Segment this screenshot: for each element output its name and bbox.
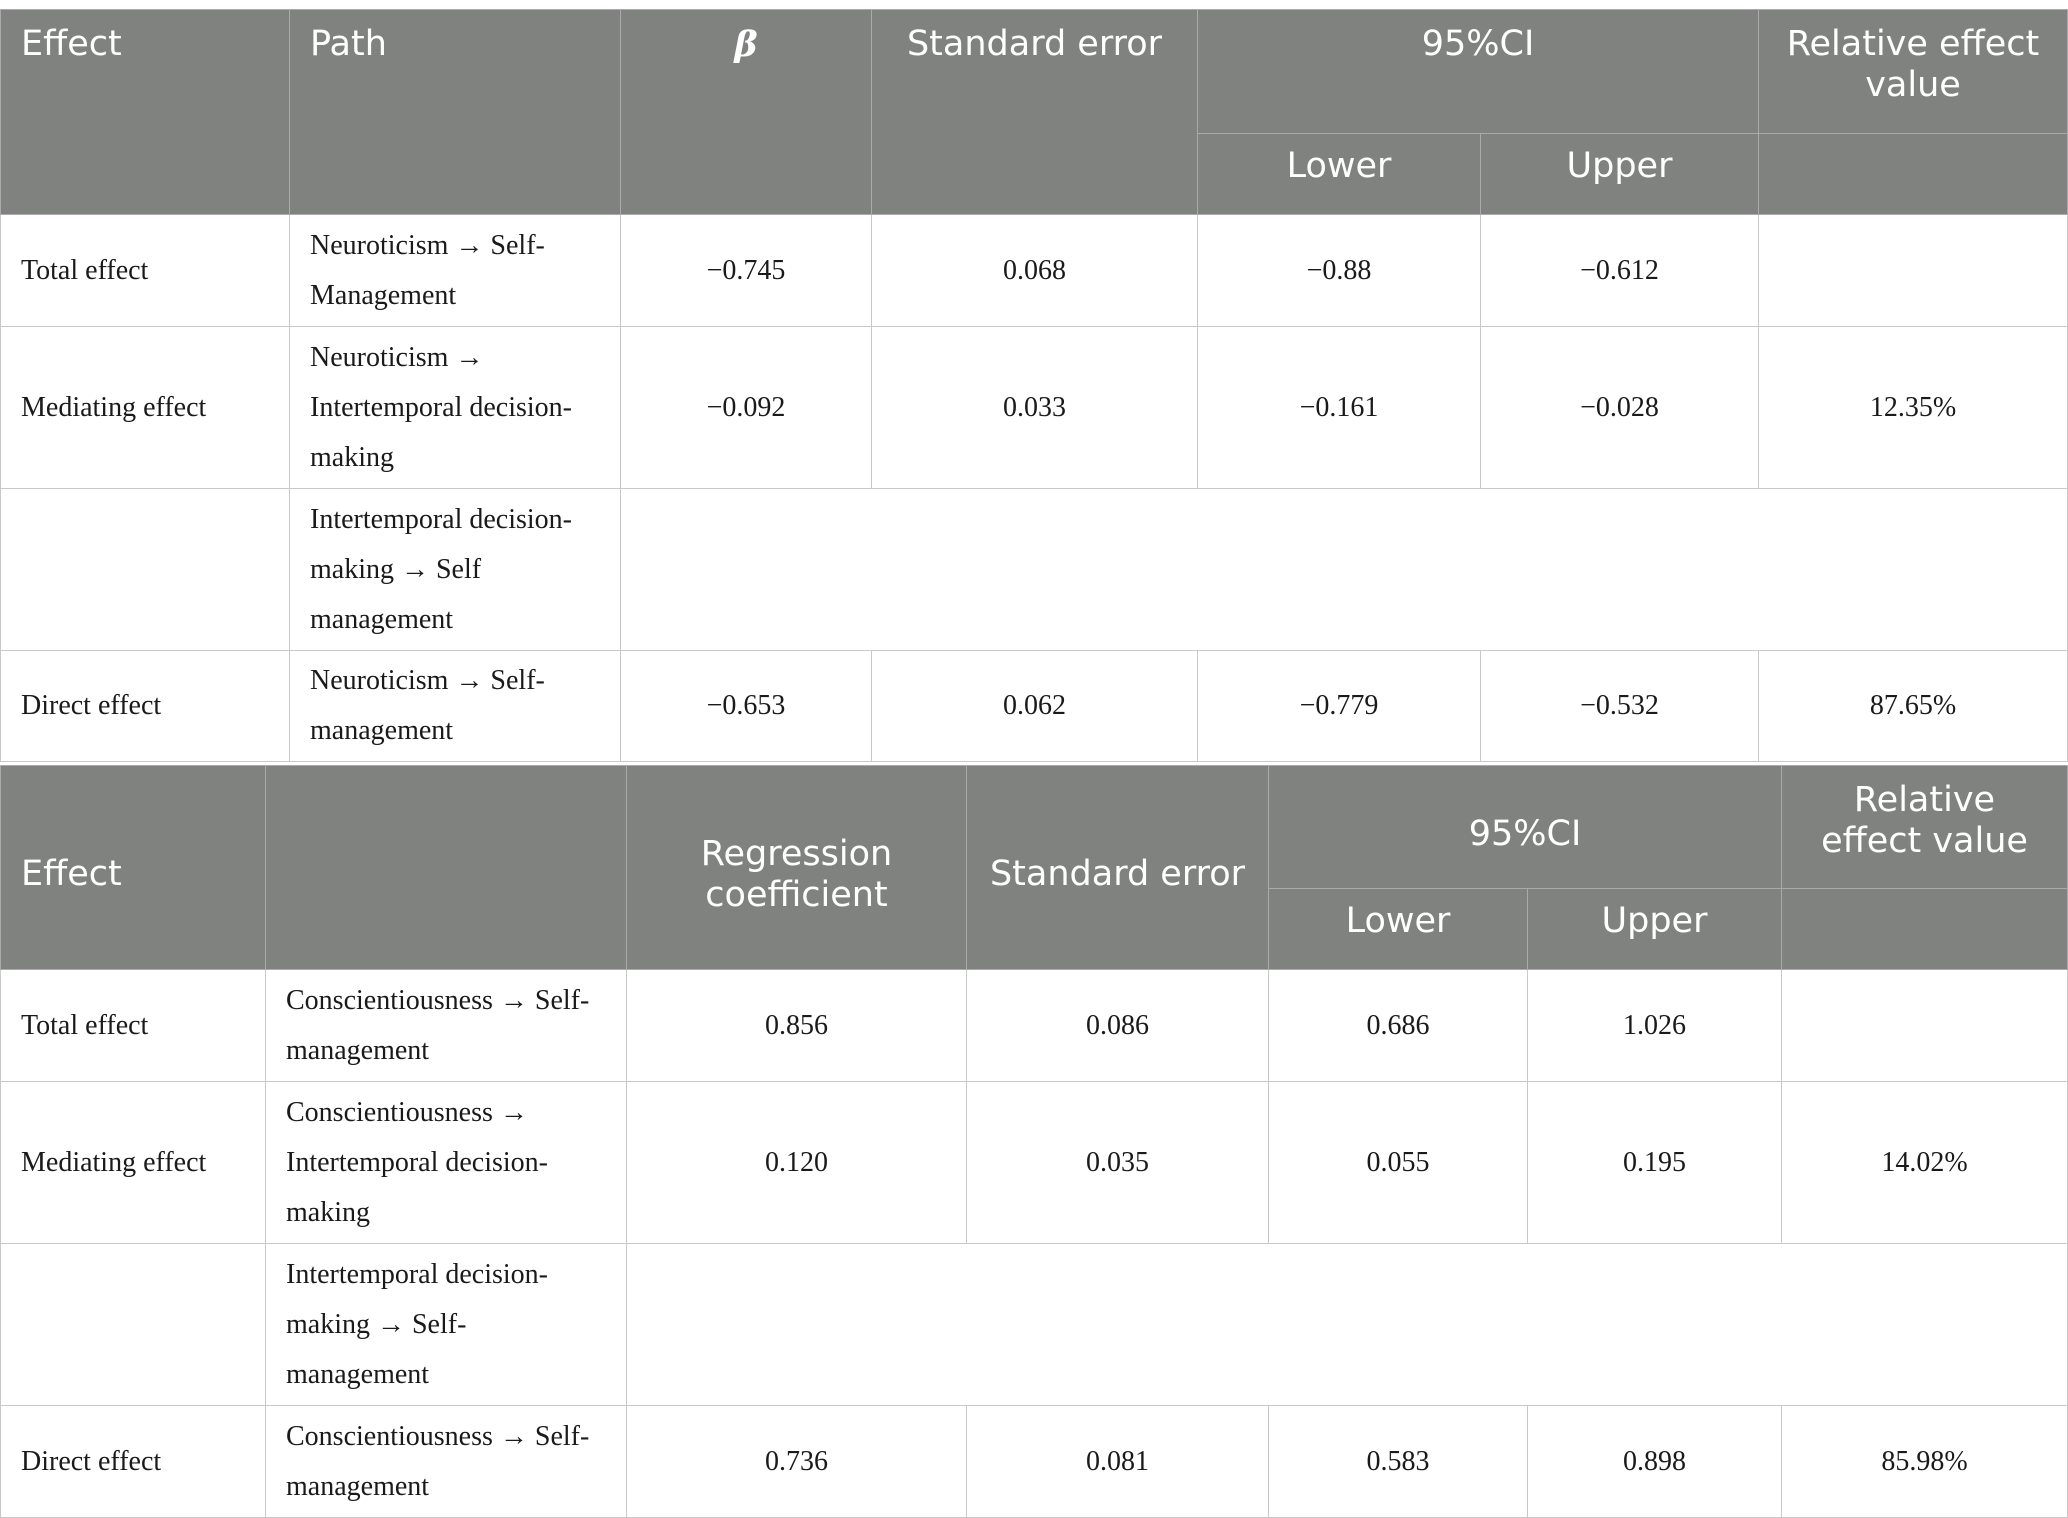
lower-cell: 0.583 — [1269, 1406, 1528, 1518]
relative-cell: 12.35% — [1759, 327, 2068, 489]
header-beta: β — [621, 10, 872, 215]
table-row — [1, 651, 2068, 762]
table-row — [1, 1244, 2068, 1406]
coefficient-cell: 0.856 — [627, 970, 967, 1082]
upper-cell: 0.898 — [1528, 1406, 1782, 1518]
header-effect: Effect — [1, 766, 266, 970]
header-95ci: 95%CI — [1269, 766, 1782, 889]
merged-empty-cell — [621, 489, 2068, 651]
header-relative-effect-value: Relative effect value — [1759, 10, 2068, 134]
lower-cell: −0.88 — [1198, 215, 1481, 327]
merged-empty-cell — [627, 1244, 2068, 1406]
header-95ci: 95%CI — [1198, 10, 1759, 134]
header-standard-error: Standard error — [872, 10, 1198, 215]
relative-cell — [1759, 215, 2068, 327]
conscientiousness-mediation-table — [0, 765, 2068, 1518]
effect-cell: Mediating effect — [1, 327, 290, 489]
lower-cell: −0.779 — [1198, 651, 1481, 762]
effect-cell: Mediating effect — [1, 1082, 266, 1244]
path-cell: Intertemporal decision-making → Self management — [290, 489, 621, 651]
header-regression-coefficient: Regression coefficient — [627, 766, 967, 970]
table-row — [1, 489, 2068, 651]
table-row — [1, 215, 2068, 327]
table-row — [1, 970, 2068, 1082]
beta-cell: −0.745 — [621, 215, 872, 327]
upper-cell: −0.532 — [1481, 651, 1759, 762]
relative-cell: 14.02% — [1782, 1082, 2068, 1244]
header-lower: Lower — [1269, 889, 1528, 970]
path-cell: Neuroticism → Self-Management — [290, 215, 621, 327]
relative-cell — [1782, 970, 2068, 1082]
lower-cell: −0.161 — [1198, 327, 1481, 489]
header-standard-error: Standard error — [967, 766, 1269, 970]
path-cell: Neuroticism → Intertemporal decision-making — [290, 327, 621, 489]
coefficient-cell: 0.736 — [627, 1406, 967, 1518]
header-upper: Upper — [1481, 134, 1759, 215]
se-cell: 0.062 — [872, 651, 1198, 762]
header-path — [266, 766, 627, 970]
path-cell: Conscientiousness → Self-management — [266, 1406, 627, 1518]
header-empty — [1759, 134, 2068, 215]
upper-cell: 1.026 — [1528, 970, 1782, 1082]
se-cell: 0.086 — [967, 970, 1269, 1082]
lower-cell: 0.686 — [1269, 970, 1528, 1082]
coefficient-cell: 0.120 — [627, 1082, 967, 1244]
header-path: Path — [290, 10, 621, 215]
upper-cell: −0.612 — [1481, 215, 1759, 327]
effect-cell — [1, 1244, 266, 1406]
effect-cell: Total effect — [1, 970, 266, 1082]
path-cell: Neuroticism → Self-management — [290, 651, 621, 762]
upper-cell: −0.028 — [1481, 327, 1759, 489]
effect-cell: Direct effect — [1, 1406, 266, 1518]
table-row — [1, 1406, 2068, 1518]
header-lower: Lower — [1198, 134, 1481, 215]
effect-cell — [1, 489, 290, 651]
header-empty — [1782, 889, 2068, 970]
se-cell: 0.068 — [872, 215, 1198, 327]
path-cell: Conscientiousness → Self-management — [266, 970, 627, 1082]
lower-cell: 0.055 — [1269, 1082, 1528, 1244]
header-upper: Upper — [1528, 889, 1782, 970]
se-cell: 0.035 — [967, 1082, 1269, 1244]
se-cell: 0.033 — [872, 327, 1198, 489]
relative-cell: 87.65% — [1759, 651, 2068, 762]
upper-cell: 0.195 — [1528, 1082, 1782, 1244]
path-cell: Conscientiousness → Intertemporal decision-making — [266, 1082, 627, 1244]
relative-cell: 85.98% — [1782, 1406, 2068, 1518]
table-row — [1, 1082, 2068, 1244]
path-cell: Intertemporal decision-making → Self-management — [266, 1244, 627, 1406]
table-row — [1, 327, 2068, 489]
beta-cell: −0.653 — [621, 651, 872, 762]
neuroticism-mediation-table — [0, 9, 2068, 762]
header-effect: Effect — [1, 10, 290, 215]
effect-cell: Total effect — [1, 215, 290, 327]
se-cell: 0.081 — [967, 1406, 1269, 1518]
beta-cell: −0.092 — [621, 327, 872, 489]
effect-cell: Direct effect — [1, 651, 290, 762]
header-relative-effect-value: Relative effect value — [1782, 766, 2068, 889]
